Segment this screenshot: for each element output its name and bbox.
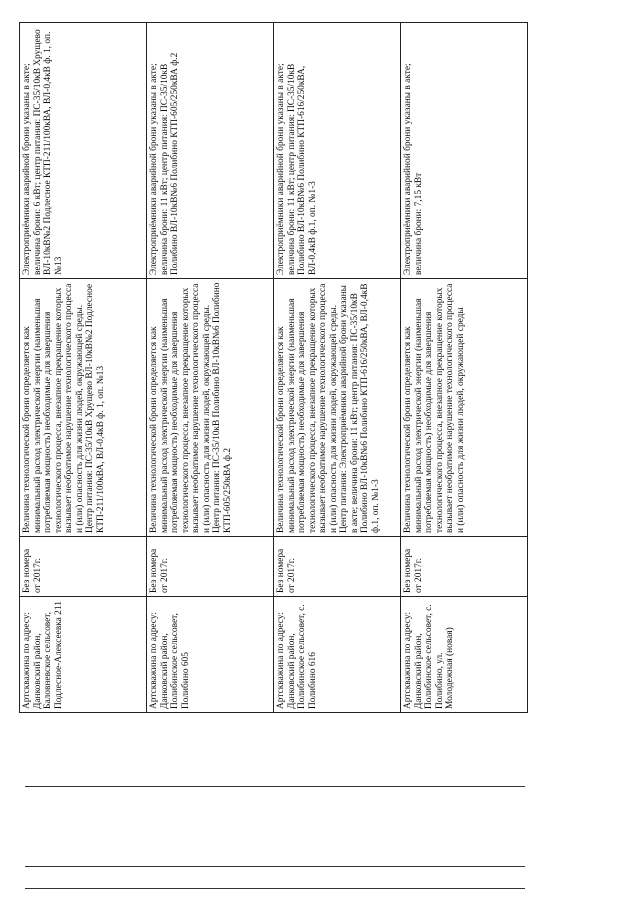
signature-line: [25, 888, 525, 889]
table-row: [20, 23, 147, 713]
document-cell: Без номера от 2017г.: [20, 537, 147, 597]
signature-line: [25, 866, 525, 867]
tech-armor-cell: Величина технологической брони определяется как минимальный расход электрической энергии (наименьшая потребляемая мощность) необходимые для завершения технологического процесса, внезапное прекращение которых вызывает необратимое нарушение технологического процесса и (или) опасность для жизни людей, окружающей среды. Центр питания: Электроприёмники аварийной брони указаны в акте; величина брони: 11 кВт; центр питания: ПС-35/10кВ Полибино ВЛ-10кВ№6 Полибино КТП-616/250кВА, ВЛ-0,4кВ ф.1, оп. №1-3: [274, 279, 401, 537]
address-cell: Артскважина по адресу: Данковский район, Баловневское сельсовет, Подлесное-Алексеевка 211: [20, 597, 147, 713]
emergency-armor-cell: Электроприёмники аварийной брони указаны в акте; величина брони: 7,15 кВт: [401, 23, 528, 279]
emergency-armor-cell: Электроприёмники аварийной брони указаны в акте; величина брони: 11 кВт; центр питания: ПС-35/10кВ Полибино ВЛ-10кВ№6 Полибино КТП-605/250кВА ф.2: [147, 23, 274, 279]
tech-armor-cell: Величина технологической брони определяется как минимальный расход электрической энергии (наименьшая потребляемая мощность) необходимые для завершения технологического процесса, внезапное прекращение которых вызывает необратимое нарушение технологического процесса и (или) опасность для жизни людей, окружающей среды: [401, 279, 528, 537]
address-cell: Артскважина по адресу: Данковский район, Полибинское сельсовет, с. Полибино, ул. Молодежная (новая): [401, 597, 528, 713]
address-cell: Артскважина по адресу: Данковский район, Полибинское сельсовет, с. Полибино 616: [274, 597, 401, 713]
document-cell: Без номера от 2017г.: [274, 537, 401, 597]
document-cell: Без номера от 2017г.: [147, 537, 274, 597]
emergency-armor-cell: Электроприёмники аварийной брони указаны в акте; величина брони: 11 кВт; центр питания: ПС-35/10кВ Полибино ВЛ-10кВ№6 Полибино КТП-616/250кВА, ВЛ-0,4кВ ф.1, оп. №1-3: [274, 23, 401, 279]
armor-table: [19, 22, 528, 713]
signature-line: [25, 786, 525, 787]
table-row: [147, 23, 274, 713]
tech-armor-cell: Величина технологической брони определяется как минимальный расход электрической энергии (наименьшая потребляемая мощность) необходимые для завершения технологического процесса, внезапное прекращение которых вызывает необратимое нарушение технологического процесса и (или) опасность для жизни людей, окружающей среды. Центр питания: ПС-35/10кВ Полибино ВЛ-10кВ№6 Полибино КТП-605/250кВА ф.2: [147, 279, 274, 537]
rotated-table-wrapper: [19, 23, 528, 713]
tech-armor-cell: Величина технологической брони определяется как минимальный расход электрической энергии (наименьшая потребляемая мощность) необходимые для завершения технологического процесса, внезапное прекращение которых вызывает необратимое нарушение технологического процесса и (или) опасность для жизни людей, окружающей среды. Центр питания: ПС-35/10кВ Хрущево ВЛ-10кВ№2 Подлесное КТП-211/100кВА, ВЛ-0,4кВ ф. 1, оп. №13: [20, 279, 147, 537]
document-cell: Без номера от 2017г.: [401, 537, 528, 597]
emergency-armor-cell: Электроприёмники аварийной брони указаны в акте; величина брони: 6 кВт; центр питания: ПС-35/10кВ Хрущево ВЛ-10кВ№2 Подлесное КТП-211/100кВА, ВЛ-0,4кВ ф. 1, оп. №13: [20, 23, 147, 279]
table-row: [401, 23, 528, 713]
table-row: [274, 23, 401, 713]
address-cell: Артскважина по адресу: Данковский район, Полибинское сельсовет, Полибино 605: [147, 597, 274, 713]
